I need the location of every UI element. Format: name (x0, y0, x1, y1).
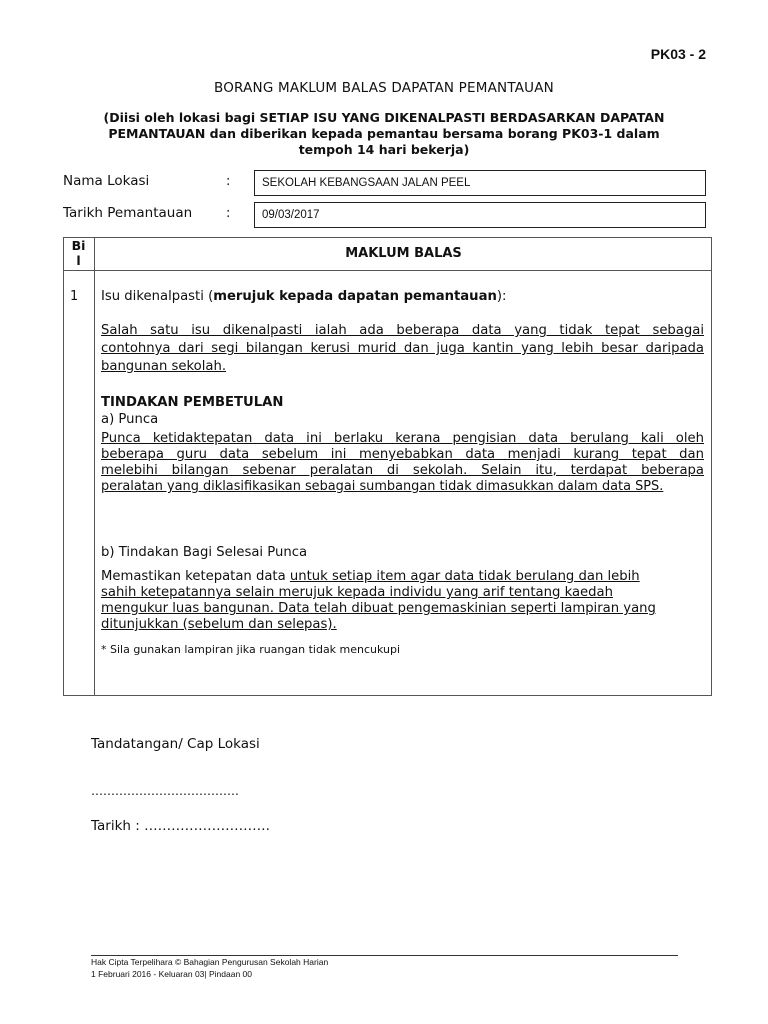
action-line: ditunjukkan (sebelum dan selepas). (101, 617, 337, 632)
cause-line: peralatan yang diklasifikasikan sebagai sumbangan tidak dimasukkan dalam data SPS. (101, 479, 664, 494)
footer-divider (91, 955, 678, 956)
signature-date[interactable]: Tarikh : ………………………. (91, 818, 270, 834)
form-code: PK03 - 2 (650, 46, 706, 62)
subtitle-line: (Diisi oleh lokasi bagi SETIAP ISU YANG DIKENALPASTI BERDASARKAN DAPATAN (103, 110, 665, 125)
issue-line: contohnya dari segi bilangan kerusi murid dan juga kantin yang lebih besar daripada (101, 341, 704, 356)
action-line: sahih ketepatannya selain merujuk kepada individu yang arif tentang kaedah (101, 585, 613, 600)
signature-label: Tandatangan/ Cap Lokasi (91, 736, 260, 752)
form-title: BORANG MAKLUM BALAS DAPATAN PEMANTAUAN (214, 80, 554, 96)
action-line (101, 569, 691, 585)
corrective-heading: TINDAKAN PEMBETULAN (101, 395, 284, 410)
bil-line: Bi (71, 238, 86, 253)
cause-line: melebihi bilangan sebenar peralatan di sekolah. Selain itu, terdapat beberapa (101, 463, 704, 478)
row-number: 1 (70, 289, 79, 304)
issue-bold: merujuk kepada dapatan pemantauan (213, 289, 497, 304)
date-label: Tarikh Pemantauan (63, 205, 193, 221)
bil-line: l (76, 253, 81, 268)
location-label: Nama Lokasi (63, 173, 150, 189)
issue-prefix: Isu dikenalpasti ( (101, 289, 214, 304)
action-plain: Memastikan ketepatan data (101, 569, 290, 584)
action-underlined: untuk setiap item agar data tidak berulang dan lebih (289, 569, 640, 584)
issue-line: bangunan sekolah. (101, 359, 227, 374)
cause-description (101, 431, 704, 495)
cause-line: beberapa guru data sebelum ini menyebabkan data menjadi kurang tepat dan (101, 447, 704, 462)
subtitle-line: tempoh 14 hari bekerja) (298, 142, 470, 157)
signature-line[interactable]: ………………………………. (91, 784, 239, 798)
location-field[interactable]: SEKOLAH KEBANGSAAN JALAN PEEL (254, 170, 706, 196)
action-description (101, 569, 691, 633)
subtitle-line: PEMANTAUAN dan diberikan kepada pemantau bersama borang PK03-1 dalam (108, 126, 660, 141)
column-header-bil (63, 238, 94, 268)
footer-copyright: Hak Cipta Terpelihara © Bahagian Pengurusan Sekolah Harian (91, 957, 329, 967)
date-field[interactable]: 09/03/2017 (254, 202, 706, 228)
location-colon: : (226, 174, 231, 189)
cause-label: a) Punca (101, 412, 159, 427)
issue-description (101, 322, 704, 376)
footer-version: 1 Februari 2016 - Keluaran 03| Pindaan 00 (91, 969, 252, 979)
table-column-divider (94, 237, 95, 696)
issue-line: Salah satu isu dikenalpasti ialah ada beberapa data yang tidak tepat sebagai (101, 323, 704, 338)
table-header-divider (63, 270, 712, 271)
attachment-note: * Sila gunakan lampiran jika ruangan tidak mencukupi (101, 643, 401, 656)
cause-line: Punca ketidaktepatan data ini berlaku kerana pengisian data berulang kali oleh (101, 431, 704, 446)
column-header-maklum-balas: MAKLUM BALAS (345, 246, 462, 261)
issue-suffix: ): (496, 289, 507, 304)
issue-intro (101, 289, 704, 305)
action-line: mengukur luas bangunan. Data telah dibuat pengemaskinian seperti lampiran yang (101, 601, 656, 616)
date-colon: : (226, 206, 231, 221)
form-subtitle (80, 110, 688, 158)
action-label: b) Tindakan Bagi Selesai Punca (101, 545, 308, 560)
